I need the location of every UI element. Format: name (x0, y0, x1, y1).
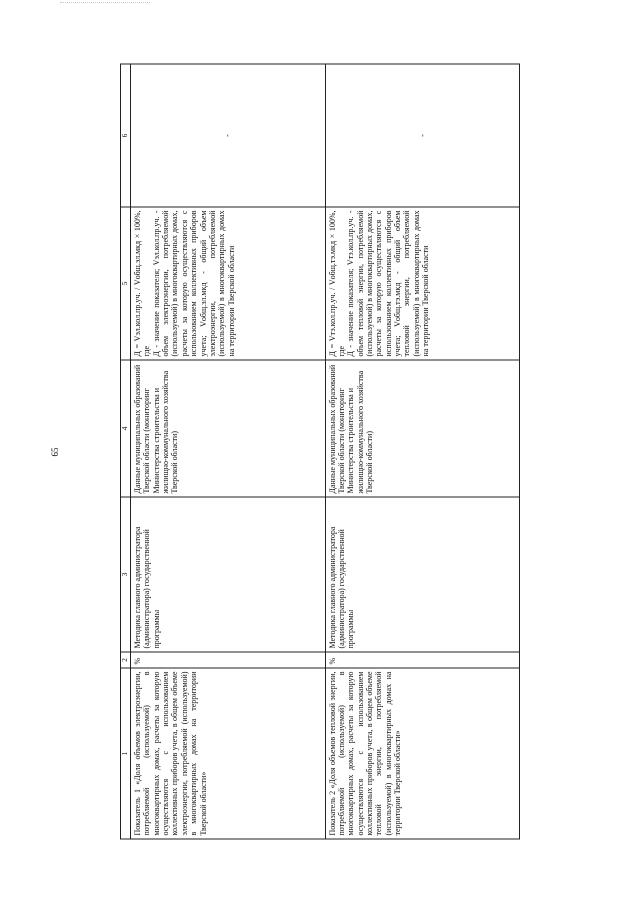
method-cell: Методика главного администратора (администратора) государственной программы (131, 497, 326, 652)
source-cell: Данные муниципальных образований Тверской области (мониторинг Министерства строительства и жилищно-коммунального хозяйства Тверской области) (131, 360, 326, 497)
unit-cell: % (325, 652, 520, 668)
indicator-name: Показатель 2 «Доля объемов тепловой энергии, потребляемой (используемой) в многоквартирных домах, расчеты за которую осуществляются с использованием коллективных приборов учета, в общем объеме тепловой энергии, потребляемой (используемой) в многоквартирных домах на территории Тверской области» (325, 668, 520, 839)
formula-cell (131, 207, 326, 360)
table-row (325, 64, 520, 839)
column-header-5: 5 (121, 207, 131, 360)
header-row (121, 64, 131, 839)
formula-cell (325, 207, 520, 360)
table-row (131, 64, 326, 839)
indicators-table (120, 64, 520, 840)
scan-artifact (60, 2, 150, 6)
indicator-name: Показатель 1 «Доля объемов электроэнергии, потребляемой (используемой) в многоквартирных домах, расчеты за которую осуществляются с использованием коллективных приборов учета, в общем объеме электроэнергии, потребляемой (используемой) в многоквартирных домах на территории Тверской области» (131, 668, 326, 839)
column-header-2: 2 (121, 652, 131, 668)
source-cell: Данные муниципальных образований Тверской области (мониторинг Министерства строительства и жилищно-коммунального хозяйства Тверской области) (325, 360, 520, 497)
formula-description: Д - значение показателя; Vтэ.кол.пр.уч. - объем тепловой энергии, потребляемой (используемой) в многоквартирных домах, расчеты за которую осуществляются с использованием коллективных приборов учета; Vобщ.тэ.мкд - общий объем тепловой энергии, потребляемой (используемой) в многоквартирных домах на территории Тверской области (346, 210, 431, 357)
column-header-3: 3 (121, 497, 131, 652)
column-header-1: 1 (121, 668, 131, 839)
formula-text: Д = Vтэ.кол.пр.уч. / Vобщ.тэ.мкд × 100%, где (327, 210, 346, 357)
note-cell: - (325, 64, 520, 207)
page-number: 65 (50, 447, 60, 457)
method-cell: Методика главного администратора (администратора) государственной программы (325, 497, 520, 652)
column-header-6: 6 (121, 64, 131, 207)
rotated-page (120, 65, 520, 840)
note-cell: - (131, 64, 326, 207)
formula-description: Д - значение показателя; Vэл.кол.пр.уч. - объем электроэнергии, потребляемой (используемой) в многоквартирных домах, расчеты за которую осуществляются с использованием коллективных приборов учета; Vобщ.эл.мкд - общий объем электроэнергии, потребляемой (используемой) в многоквартирных домах на территории Тверской области (151, 210, 236, 357)
formula-text: Д = Vэл.кол.пр.уч. / Vобщ.эл.мкд × 100%, где (133, 210, 152, 357)
unit-cell: % (131, 652, 326, 668)
column-header-4: 4 (121, 360, 131, 497)
